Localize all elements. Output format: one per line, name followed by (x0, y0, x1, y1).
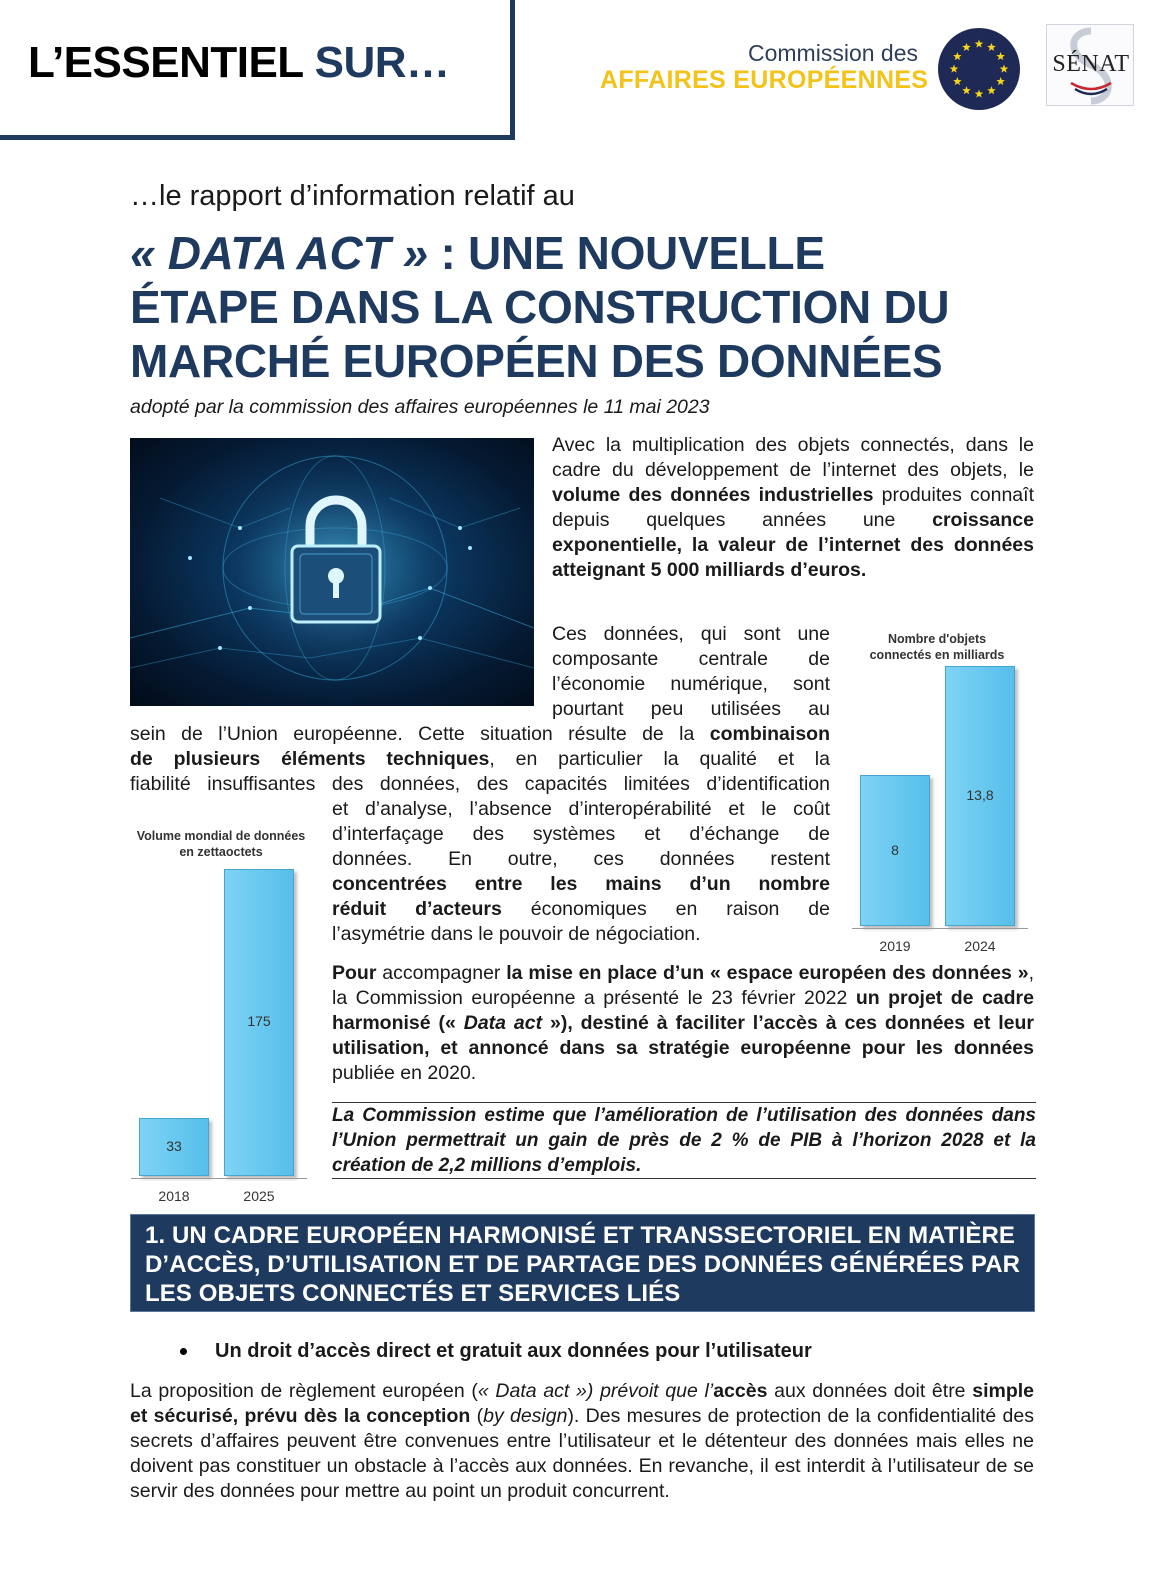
x-axis-line (131, 1178, 307, 1179)
paragraph-intro: Avec la multiplication des objets connectés, dans le cadre du développement de l’internet des objets, le volume des données industrielles produites connaît depuis quelques années une croissance exponentielle, la valeur de l’internet des données atteignant 5 000 milliards d’euros. (552, 434, 1034, 581)
callout-box: La Commission estime que l’amélioration de l’utilisation des données dans l’Union permettrait un gain de près de 2 % de PIB à l’horizon 2028 et la création de 2,2 millions d’emplois. (332, 1102, 1036, 1179)
text-line: réduit d’acteurs économiques en raison de (332, 898, 831, 920)
adoption-note: adopté par la commission des affaires européennes le 11 mai 2023 (130, 396, 710, 418)
eu-star-icon (962, 43, 971, 51)
text-line: Ces données, qui sont une (552, 623, 830, 645)
senat-logo-text: SÉNAT (1052, 51, 1130, 77)
commission-name-line1: Commission des (748, 40, 918, 66)
tick-label: 2018 (158, 1188, 190, 1204)
text-line: l’asymétrie dans le pouvoir de négociation. (332, 923, 701, 945)
eu-star-icon (962, 86, 971, 94)
eu-star-icon (987, 43, 996, 51)
text-line: sein de l’Union européenne. Cette situation résulte de la combinaison (130, 723, 830, 745)
data-label: 8 (891, 841, 899, 858)
data-label: 175 (247, 1013, 271, 1030)
eu-star-icon (975, 90, 984, 98)
section-header (130, 1214, 1035, 1312)
intro-line: …le rapport d’information relatif au (130, 180, 575, 212)
text-line: et d’analyse, l’absence d’interopérabilité et le coût (332, 798, 830, 820)
eu-star-icon (953, 77, 962, 85)
tick-label: 2019 (879, 938, 911, 954)
text-line: concentrées entre les mains d’un nombre (332, 873, 830, 895)
brand-title: L’ESSENTIEL SUR… (28, 38, 450, 87)
eu-star-icon (953, 52, 962, 60)
text-line: d’interfaçage des systèmes et d’échange de (332, 823, 830, 845)
text-line: pourtant peu utilisées au (552, 698, 830, 720)
eu-star-icon (975, 40, 984, 48)
bullet-icon (180, 1348, 187, 1355)
tick-label: 2024 (964, 938, 996, 954)
senat-logo (1046, 24, 1134, 106)
data-label: 13,8 (966, 787, 994, 804)
tick-label: 2025 (243, 1188, 275, 1204)
text-line: fiabilité insuffisantes des données, des capacités limitées d’identification (130, 773, 830, 795)
eu-star-icon (950, 65, 959, 73)
text-line: l’économie numérique, sont (552, 673, 830, 695)
commission-name-line2: AFFAIRES EUROPÉENNES (600, 66, 929, 94)
text-line: de plusieurs éléments techniques, en particulier la qualité et la (130, 748, 830, 770)
page-title: « DATA ACT » : UNE NOUVELLE ÉTAPE DANS LA CONSTRUCTION DU MARCHÉ EUROPÉEN DES DONNÉES (130, 227, 950, 387)
eu-star-icon (996, 77, 1005, 85)
cyber-padlock-image (130, 438, 534, 706)
data-label: 33 (166, 1138, 182, 1155)
chart-title: Volume mondial de données en zettaoctets (136, 829, 306, 859)
eu-flag-logo-icon (938, 28, 1020, 110)
eu-star-icon (1000, 65, 1009, 73)
section-title: 1. UN CADRE EUROPÉEN HARMONISÉ ET TRANSSECTORIEL EN MATIÈRE D’ACCÈS, D’UTILISATION ET DE PARTAGE DES DONNÉES GÉNÉRÉES PAR LES OBJETS CONNECTÉS ET SERVICES LIÉS (145, 1222, 1021, 1307)
x-axis-line (852, 928, 1028, 929)
bullet-heading: Un droit d’accès direct et gratuit aux données pour l’utilisateur (215, 1340, 812, 1362)
eu-star-icon (987, 86, 996, 94)
paragraph-commission-proposal: Pour accompagner la mise en place d’un « espace européen des données », la Commission européenne a présenté le 23 février 2022 un projet de cadre harmonisé (« Data act »), destiné à faciliter l’accès à ces données et leur utilisation, et annoncé dans sa stratégie européenne pour les données publiée en 2020. (332, 962, 1034, 1084)
eu-star-icon (996, 52, 1005, 60)
text-line: composante centrale de (552, 648, 830, 670)
paragraph-access-right: La proposition de règlement européen (« Data act ») prévoit que l’accès aux données doit être simple et sécurisé, prévu dès la conception (by design). Des mesures de protection de la confidentialité des secrets d’affaires peuvent être convenues entre l’utilisateur et le détenteur des données mais elles ne doivent pas constituer un obstacle à l’accès aux données. En revanche, il est interdit à l’utilisateur de se servir des données pour mettre au point un produit concurrent. (130, 1380, 1035, 1502)
chart-title: Nombre d'objets connectés en milliards (869, 632, 1005, 662)
text-line: données. En outre, ces données restent (332, 848, 830, 870)
